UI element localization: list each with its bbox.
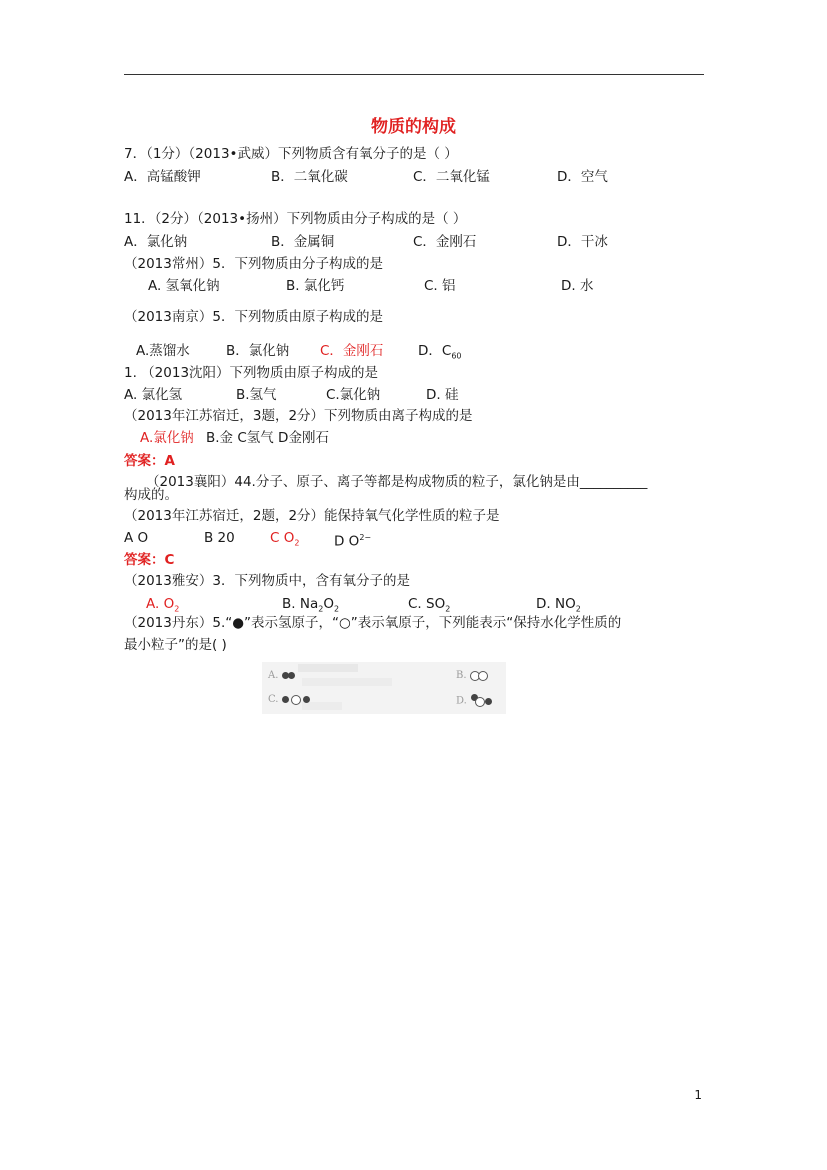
- option-c: C．金刚石: [413, 234, 477, 250]
- hydrogen-atom-icon: [288, 672, 295, 679]
- hydrogen-atom-icon: [485, 698, 492, 705]
- question-suqian-2: （2013年江苏宿迁，2题，2分）能保持氧气化学性质的粒子是: [124, 508, 500, 524]
- option-a: A．高锰酸钾: [124, 169, 201, 185]
- option-b: B. $Na_2O_2$: [282, 596, 340, 614]
- mol-option-d: D.: [456, 694, 494, 708]
- option-d: D．干冰: [557, 234, 608, 250]
- option-a-answer: A.氯化钠: [140, 430, 194, 446]
- hydrogen-atom-icon: [303, 696, 310, 703]
- hydrogen-atom-icon: [282, 696, 289, 703]
- option-c: C.氯化钠: [326, 387, 381, 403]
- option-b: B.氢气: [236, 387, 277, 403]
- option-c: C．二氧化锰: [413, 169, 490, 185]
- option-a-answer: A. $O_2$: [146, 596, 180, 614]
- oxygen-atom-icon: [291, 695, 301, 705]
- option-a: A O: [124, 530, 149, 546]
- option-b: B 20: [204, 530, 235, 546]
- option-c-answer: C．金刚石: [320, 343, 384, 359]
- option-d: D. $NO_2$: [536, 596, 581, 614]
- question-shenyang: 1. （2013沈阳）下列物质由原子构成的是: [124, 365, 379, 381]
- page-title: 物质的构成: [371, 117, 456, 137]
- question-11: 11．（2分）（2013•扬州）下列物质由分子构成的是（ ）: [124, 211, 467, 227]
- option-d: D. 硅: [426, 387, 459, 403]
- mol-option-c: C.: [268, 694, 310, 705]
- option-c-answer: C $O_2$: [270, 530, 300, 548]
- option-a: A. 氯化氢: [124, 387, 183, 403]
- question-xiangyang-cont: 构成的。: [124, 487, 178, 503]
- mol-option-b: B.: [456, 670, 488, 681]
- question-7: 7．（1分）（2013•武威）下列物质含有氧分子的是（ ）: [124, 146, 458, 162]
- options-bcd: B.金 C氢气 D金刚石: [206, 430, 329, 446]
- question-changzhou: （2013常州）5．下列物质由分子构成的是: [124, 256, 383, 272]
- question-dandong-cont: 最小粒子”的是( ): [124, 637, 227, 653]
- option-a: A．氯化钠: [124, 234, 188, 250]
- option-d: D．$C_{60}$: [418, 343, 462, 361]
- molecule-options-figure: [262, 662, 506, 714]
- question-suqian-3: （2013年江苏宿迁，3题，2分）下列物质由离子构成的是: [124, 408, 473, 424]
- mol-option-a: A.: [268, 670, 295, 681]
- option-a: A.蒸馏水: [136, 343, 190, 359]
- oxygen-atom-icon: [478, 671, 488, 681]
- question-yaan: （2013雅安）3．下列物质中，含有氧分子的是: [124, 573, 410, 589]
- option-d: D. 水: [561, 278, 594, 294]
- question-nanjing: （2013南京）5．下列物质由原子构成的是: [124, 309, 383, 325]
- option-b: B．氯化钠: [226, 343, 290, 359]
- option-d: D $O^{2-}$: [334, 533, 372, 550]
- option-b: B．二氧化碳: [271, 169, 348, 185]
- answer-label: 答案：A: [124, 453, 175, 469]
- answer-label: 答案：C: [124, 552, 175, 568]
- question-dandong: （2013丹东）5.“●”表示氢原子，“○”表示氧原子，下列能表示“保持水化学性质的: [124, 615, 622, 631]
- option-c: C. $SO_2$: [408, 596, 451, 614]
- question-xiangyang: （2013襄阳）44.分子、原子、离子等都是构成物质的粒子，氯化钠是由__________: [146, 474, 648, 490]
- header-rule: [124, 74, 704, 75]
- option-d: D．空气: [557, 169, 608, 185]
- option-a: A. 氢氧化钠: [148, 278, 220, 294]
- option-b: B. 氯化钙: [286, 278, 345, 294]
- page-number: 1: [694, 1088, 702, 1102]
- option-b: B．金属铜: [271, 234, 335, 250]
- option-c: C. 铝: [424, 278, 456, 294]
- oxygen-atom-icon: [475, 697, 485, 707]
